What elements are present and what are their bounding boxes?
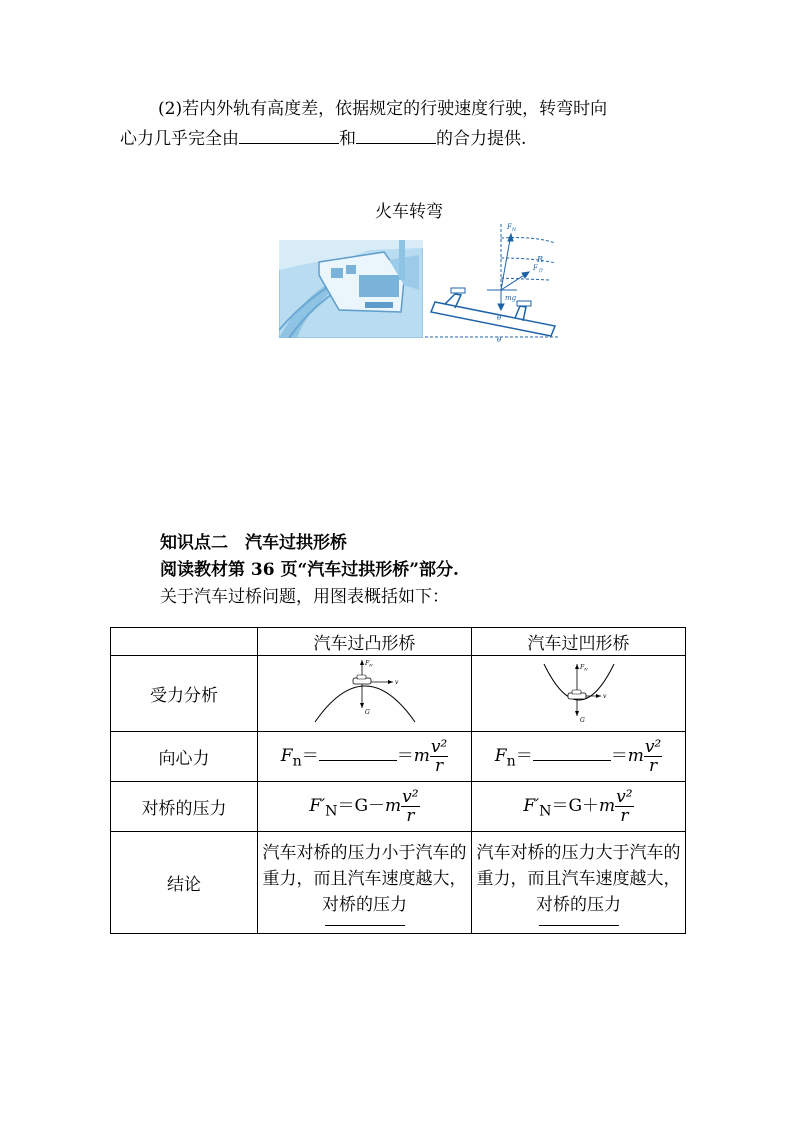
bridge-table	[110, 627, 686, 934]
figure-caption: 火车转弯	[375, 202, 443, 222]
label-theta-2: θ	[497, 336, 502, 343]
question-text-b: 和	[339, 129, 356, 149]
concave-conclusion-text: 汽车对桥的压力大于汽车的重力，而且汽车速度越大，对桥的压力	[476, 842, 681, 915]
concave-bridge-diagram	[519, 656, 639, 726]
label-g: G	[364, 709, 370, 716]
row-label-conclusion: 结论	[111, 832, 258, 934]
answer-blank-1[interactable]	[239, 125, 339, 144]
answer-blank-4[interactable]	[533, 742, 611, 761]
convex-conclusion	[258, 832, 472, 934]
label-fn: $F_N$	[579, 664, 588, 672]
concave-conclusion	[472, 832, 686, 934]
intro-text: 关于汽车过桥问题，用图表概括如下：	[160, 587, 449, 607]
label-fn: $F_N$	[364, 660, 373, 668]
label-v: v	[394, 679, 398, 686]
answer-blank-2[interactable]	[356, 125, 436, 144]
header-convex: 汽车过凸形桥	[258, 628, 472, 656]
concave-force-diagram	[472, 656, 686, 732]
question-text-c: 的合力提供.	[436, 129, 527, 149]
label-r: R	[537, 255, 544, 264]
reading-instruction: 阅读教材第 36 页“汽车过拱形桥”部分.	[160, 560, 459, 580]
answer-blank-5[interactable]	[325, 924, 405, 926]
force-diagram	[425, 218, 560, 343]
convex-conclusion-text: 汽车对桥的压力小于汽车的重力，而且汽车速度越大，对桥的压力	[262, 842, 467, 915]
label-theta-1: θ	[497, 314, 502, 322]
convex-pressure-formula: $F'_N=G-m$ $\frac{\text{v²}}{r}$	[258, 782, 472, 832]
row-label-force: 受力分析	[111, 656, 258, 732]
header-empty-cell	[111, 628, 258, 656]
answer-blank-3[interactable]	[319, 742, 397, 761]
label-v: v	[602, 693, 606, 700]
convex-centripetal-formula: $F_n= =m$ $\frac{\text{v²}}{r}$	[258, 732, 472, 782]
concave-centripetal-formula: $F_n= =m$ $\frac{\text{v²}}{r}$	[472, 732, 686, 782]
label-f: $F_合$	[533, 264, 543, 274]
train-photo	[279, 240, 423, 338]
answer-blank-6[interactable]	[539, 924, 619, 926]
label-fn: $F_N$	[507, 223, 517, 233]
row-label-pressure: 对桥的压力	[111, 782, 258, 832]
convex-bridge-diagram	[305, 656, 425, 726]
convex-force-diagram	[258, 656, 472, 732]
header-concave: 汽车过凹形桥	[472, 628, 686, 656]
label-g: G	[579, 717, 585, 724]
row-label-centripetal: 向心力	[111, 732, 258, 782]
question-line-2	[120, 124, 526, 154]
question-text-a: 心力几乎完全由	[120, 129, 239, 149]
label-mg: mg	[505, 294, 517, 302]
question-line-1: (2)若内外轨有高度差，依据规定的行驶速度行驶，转弯时向	[158, 99, 608, 119]
concave-pressure-formula: $F'_N=G+m$ $\frac{\text{v²}}{r}$	[472, 782, 686, 832]
section-title: 知识点二 汽车过拱形桥	[160, 533, 347, 553]
